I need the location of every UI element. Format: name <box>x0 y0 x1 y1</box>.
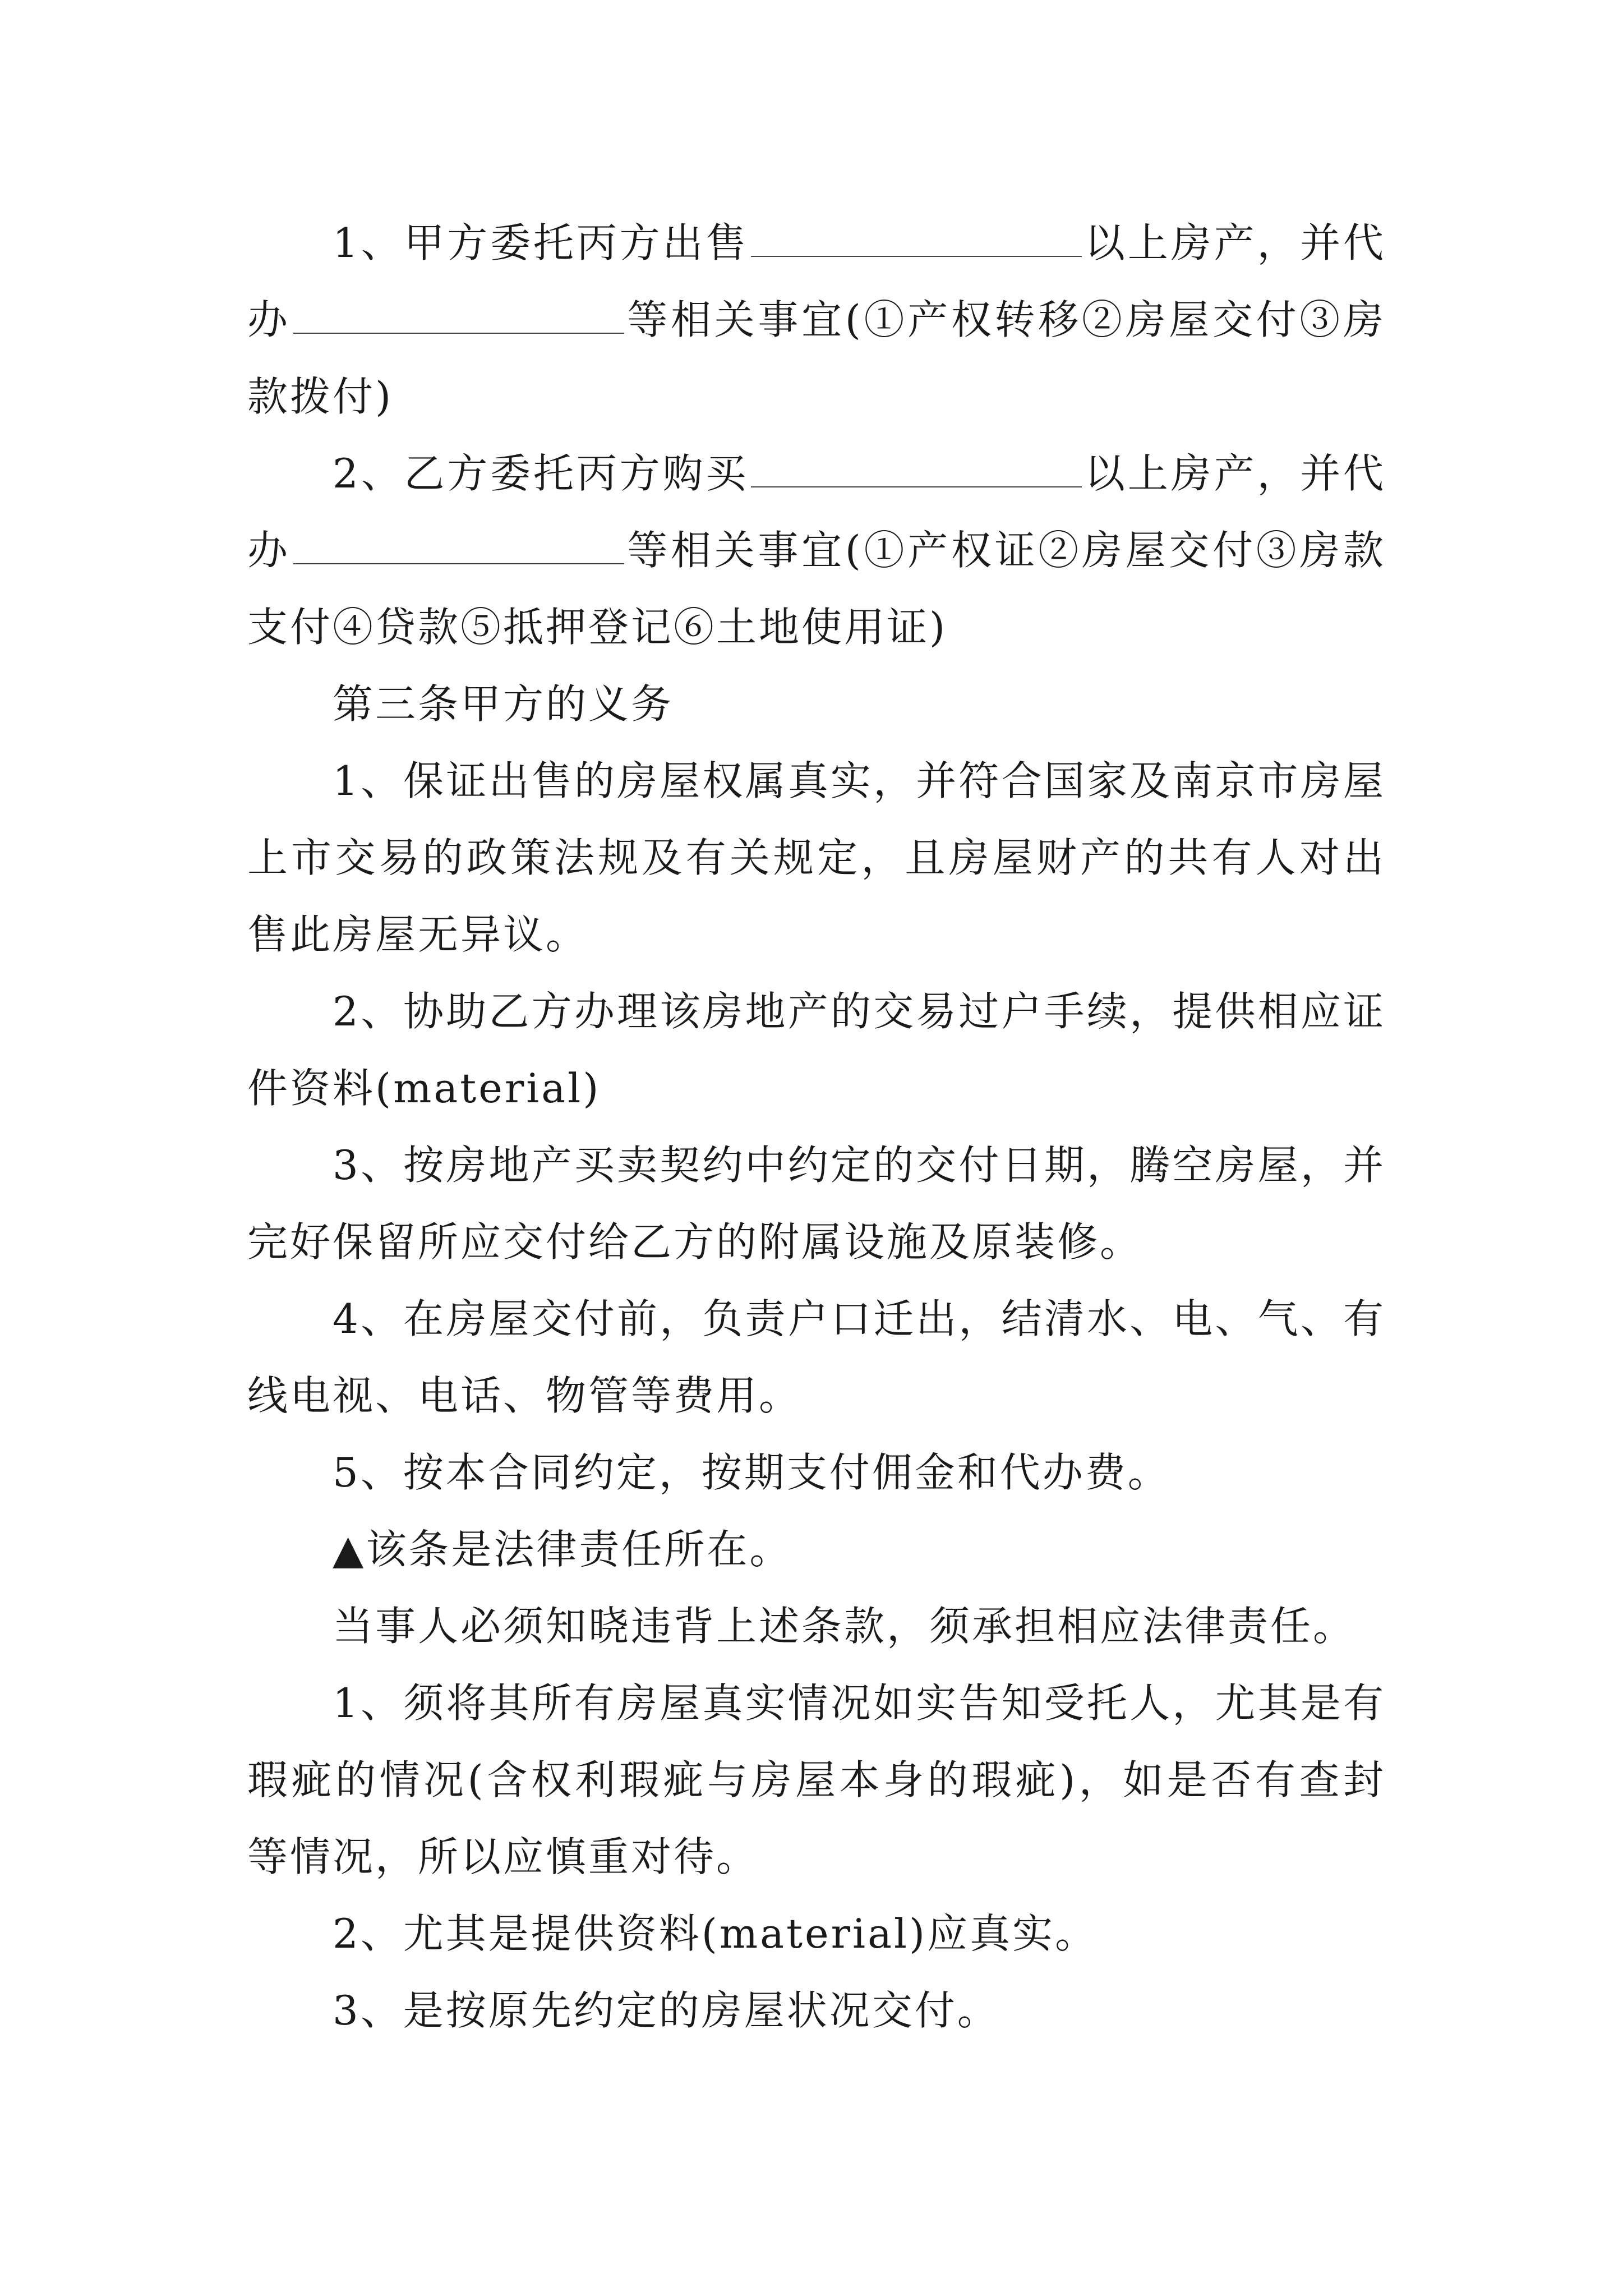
document-body <box>247 205 1386 2049</box>
duty-item-3: 3、按房地产买卖契约中约定的交付日期，腾空房屋，并完好保留所应交付给乙方的附属设施及原装修。 <box>247 1142 1386 1266</box>
clause-seller-entrust <box>247 205 1386 435</box>
clause-text-start: 2、乙方委托丙方购买 <box>333 450 749 497</box>
blank-field-property[interactable] <box>751 222 1082 257</box>
clause-text-start: 1、甲方委托丙方出售 <box>333 219 749 266</box>
legal-note-detail: 当事人必须知晓违背上述条款，须承担相应法律责任。 <box>333 1603 1356 1650</box>
blank-field-matters[interactable] <box>293 299 624 334</box>
blank-field-matters[interactable] <box>293 530 624 564</box>
note-item-2: 2、尤其是提供资料(material)应真实。 <box>333 1910 1098 1957</box>
note-item-3: 3、是按原先约定的房屋状况交付。 <box>333 1987 1000 2034</box>
clause-text-middle: 以上房产，并代办 <box>247 219 1386 343</box>
clause-text-middle: 以上房产，并代办 <box>247 450 1386 574</box>
duty-item-5: 5、按本合同约定，按期支付佣金和代办费。 <box>333 1449 1170 1496</box>
section-heading: 第三条甲方的义务 <box>333 680 674 728</box>
duty-item-2: 2、协助乙方办理该房地产的交易过户手续，提供相应证件资料(material) <box>247 988 1386 1112</box>
blank-field-property[interactable] <box>751 453 1082 487</box>
clause-buyer-entrust <box>247 435 1386 666</box>
duty-item-4: 4、在房屋交付前，负责户口迁出，结清水、电、气、有线电视、电话、物管等费用。 <box>247 1295 1386 1419</box>
clause-text-end: 等相关事宜(①产权证②房屋交付③房款支付④贷款⑤抵押登记⑥土地使用证) <box>247 527 1386 651</box>
clause-text-end: 等相关事宜(①产权转移②房屋交付③房款拨付) <box>247 296 1386 420</box>
duty-item-1: 1、保证出售的房屋权属真实，并符合国家及南京市房屋上市交易的政策法规及有关规定，且房屋财产的共有人对出售此房屋无异议。 <box>247 757 1386 958</box>
note-item-1: 1、须将其所有房屋真实情况如实告知受托人，尤其是有瑕疵的情况(含权利瑕疵与房屋本身的瑕疵)，如是否有查封等情况，所以应慎重对待。 <box>247 1680 1386 1880</box>
legal-note: ▲该条是法律责任所在。 <box>333 1526 792 1573</box>
